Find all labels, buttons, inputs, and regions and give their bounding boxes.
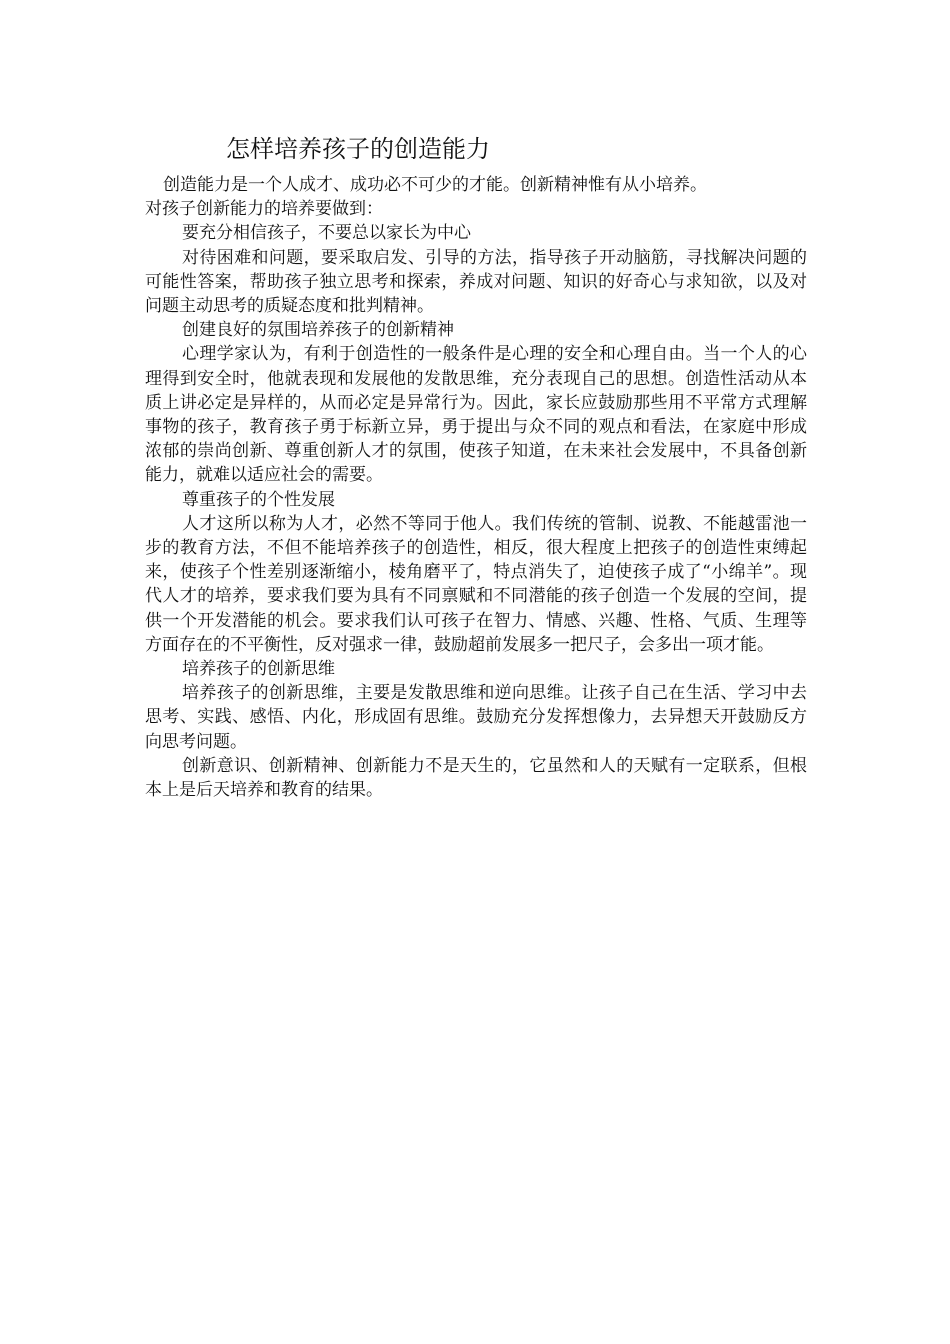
section-body-thinking: 培养孩子的创新思维，主要是发散思维和逆向思维。让孩子自己在生活、学习中去思考、实践、感悟、内化，形成固有思维。鼓励充分发挥想像力，去异想天开鼓励反方向思考问题。 xyxy=(145,683,807,752)
section-heading-individuality: 尊重孩子的个性发展 xyxy=(182,489,335,510)
closing-paragraph: 创新意识、创新精神、创新能力不是天生的，它虽然和人的天赋有一定联系，但根本上是后天培养和教育的结果。 xyxy=(145,755,807,801)
section-heading-atmosphere: 创建良好的氛围培养孩子的创新精神 xyxy=(182,320,454,341)
section-heading-thinking: 培养孩子的创新思维 xyxy=(182,659,335,680)
section-body-trust: 对待困难和问题，要采取启发、引导的方法，指导孩子开动脑筋，寻找解决问题的可能性答案，帮助孩子独立思考和探索，养成对问题、知识的好奇心与求知欲，以及对问题主动思考的质疑态度和批判精神。 xyxy=(145,247,807,317)
section-body-atmosphere: 心理学家认为，有利于创造性的一般条件是心理的安全和心理自由。当一个人的心理得到安全时，他就表现和发展他的发散思维，充分表现自己的思想。创造性活动从本质上讲必定是异样的，从而必定是异常行为。因此，家长应鼓励那些用不平常方式理解事物的孩子，教育孩子勇于标新立异，勇于提出与众不同的观点和看法，在家庭中形成浓郁的崇尚创新、尊重创新人才的氛围，使孩子知道，在未来社会发展中，不具备创新能力，就难以适应社会的需要。 xyxy=(145,344,807,486)
document-body xyxy=(145,173,807,802)
section-heading-trust: 要充分相信孩子，不要总以家长为中心 xyxy=(182,223,471,244)
document-title: 怎样培养孩子的创造能力 xyxy=(226,135,490,163)
section-body-individuality: 人才这所以称为人才，必然不等同于他人。我们传统的管制、说教、不能越雷池一步的教育方法，不但不能培养孩子的创造性，相反，很大程度上把孩子的创造性束缚起来，使孩子个性差别逐渐缩小，棱角磨平了，特点消失了，迫使孩子成了“小绵羊”。现代人才的培养，要求我们要为具有不同禀赋和不同潜能的孩子创造一个发展的空间，提供一个开发潜能的机会。要求我们认可孩子在智力、情感、兴趣、性格、气质、生理等方面存在的不平衡性，反对强求一律，鼓励超前发展多一把尺子，会多出一项才能。 xyxy=(145,513,807,655)
intro-lead-in: 对孩子创新能力的培养要做到： xyxy=(145,199,383,220)
intro-paragraph: 创造能力是一个人成才、成功必不可少的才能。创新精神惟有从小培养。 xyxy=(163,175,707,195)
